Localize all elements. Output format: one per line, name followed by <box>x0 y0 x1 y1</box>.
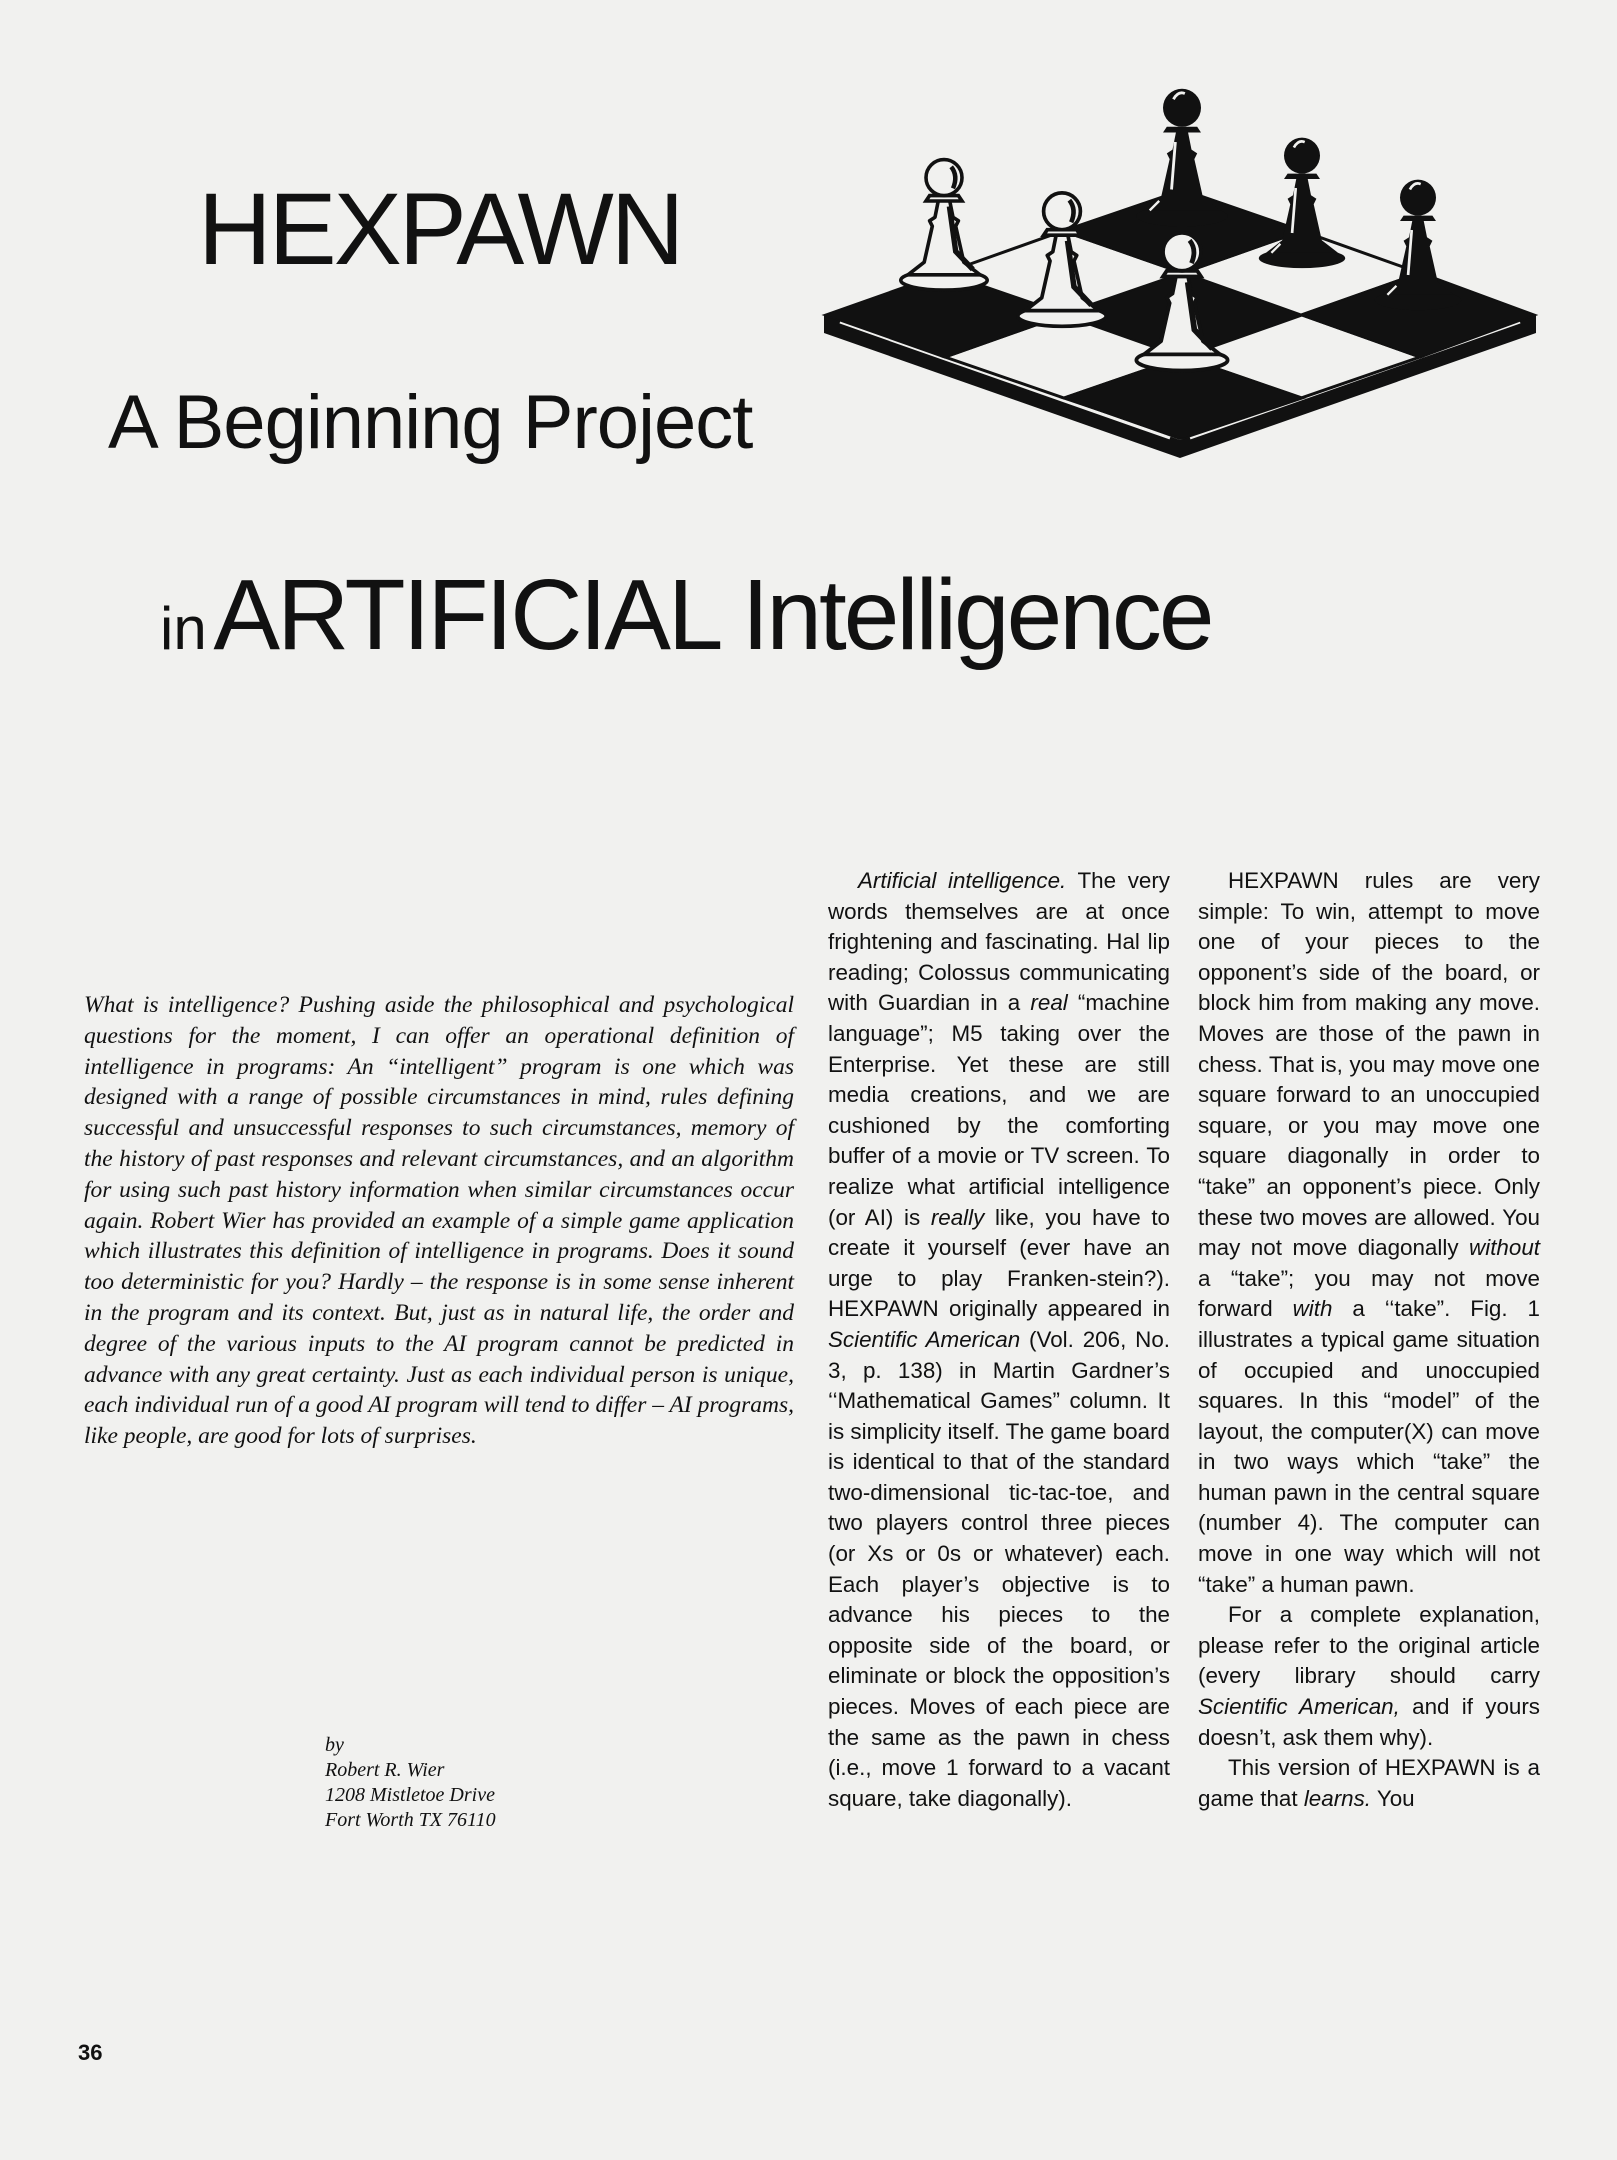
byline-address: 1208 Mistletoe Drive <box>325 1784 495 1806</box>
chessboard-pawns-illustration <box>820 60 1540 470</box>
byline-city: Fort Worth TX 76110 <box>325 1809 496 1831</box>
black-pawn-icon <box>1375 180 1461 311</box>
title-artificial-intelligence <box>160 559 1212 671</box>
black-pawn-icon <box>1259 138 1345 269</box>
byline <box>325 1733 496 1833</box>
title-beginning-project: A Beginning Project <box>108 380 753 465</box>
body-column-2 <box>1198 866 1540 1814</box>
black-pawn-icon <box>1136 89 1227 227</box>
title-in: in <box>160 595 207 662</box>
body-column-1 <box>828 866 1170 1814</box>
body-paragraph: Artificial intelligence. The very words themselves are at once frightening and fascinating. Hal lip reading; Colossus communicating with Guardian in a real “machine language”; M5 taking over the Enterprise. Yet these are still media creations, and we are cushioned by the comforting buffer of a movie or TV screen. To realize what artificial intelligence (or AI) is really like, you have to create it yourself (ever have an urge to play Franken-stein?). HEXPAWN originally appeared in Scientific American (Vol. 206, No. 3, p. 138) in Martin Gardner’s ‘‘Mathematical Games” column. It is simplicity itself. The game board is identical to that of the standard two-dimensional tic-tac-toe, and two players control three pieces (or Xs or 0s or whatever) each. Each player’s objective is to advance his pieces to the opposite side of the board, or eliminate or block the opposition’s pieces. Moves of each piece are the same as the pawn in chess (i.e., move 1 forward to a vacant square, take diagonally). <box>828 868 1171 1811</box>
body-paragraph: HEXPAWN rules are very simple: To win, attempt to move one of your pieces to the opponent’s side of the board, or block him from making any move. Moves are those of the pawn in chess. That is, you may move one square forward to an unoccupied square, or you may move one square diagonally in order to “take” an opponent’s piece. Only these two moves are allowed. You may not move diagonally without a “take”; you may not move forward with a ‘‘take”. Fig. 1 illustrates a typical game situation of occupied and unoccupied squares. In this “model” of the layout, the computer(X) can move in two ways which “take” the human pawn in the central square (number 4). The computer can move in one way which will not “take” a human pawn. <box>1198 868 1540 1597</box>
byline-by: by <box>325 1734 344 1756</box>
body-paragraph: This version of HEXPAWN is a game that learns. You <box>1198 1755 1540 1811</box>
page-number: 36 <box>78 2040 103 2065</box>
title-ai: ARTIFICIAL Intelligence <box>213 559 1212 671</box>
body-paragraph: For a complete explanation, please refer to the original article (every library should carry Scientific American, and if yours doesn’t, ask them why). <box>1198 1602 1540 1750</box>
white-pawn-icon <box>901 160 987 291</box>
abstract-intro: What is intelligence? Pushing aside the philosophical and psychological questions for the moment, I can offer an operational definition of intelligence in programs: An “intelligent” program is one which was designed with a range of possible circumstances in mind, rules defining successful and unsuccessful responses to such circumstances, memory of the history of past responses and relevant circumstances, and an algorithm for using such past history information when similar circumstances occur again. Robert Wier has provided an example of a simple game application which illustrates this definition of intelligence in programs. Does it sound too deterministic for you? Hardly – the response is in some sense inherent in the program and its context. But, just as in natural life, the order and degree of the various inputs to the AI program cannot be predicted in advance with any great certainty. Just as each individual person is unique, each individual run of a good AI program will tend to differ – AI programs, like people, are good for lots of surprises. <box>84 992 794 1450</box>
byline-author: Robert R. Wier <box>325 1759 445 1781</box>
title-hexpawn: HEXPAWN <box>198 172 682 286</box>
